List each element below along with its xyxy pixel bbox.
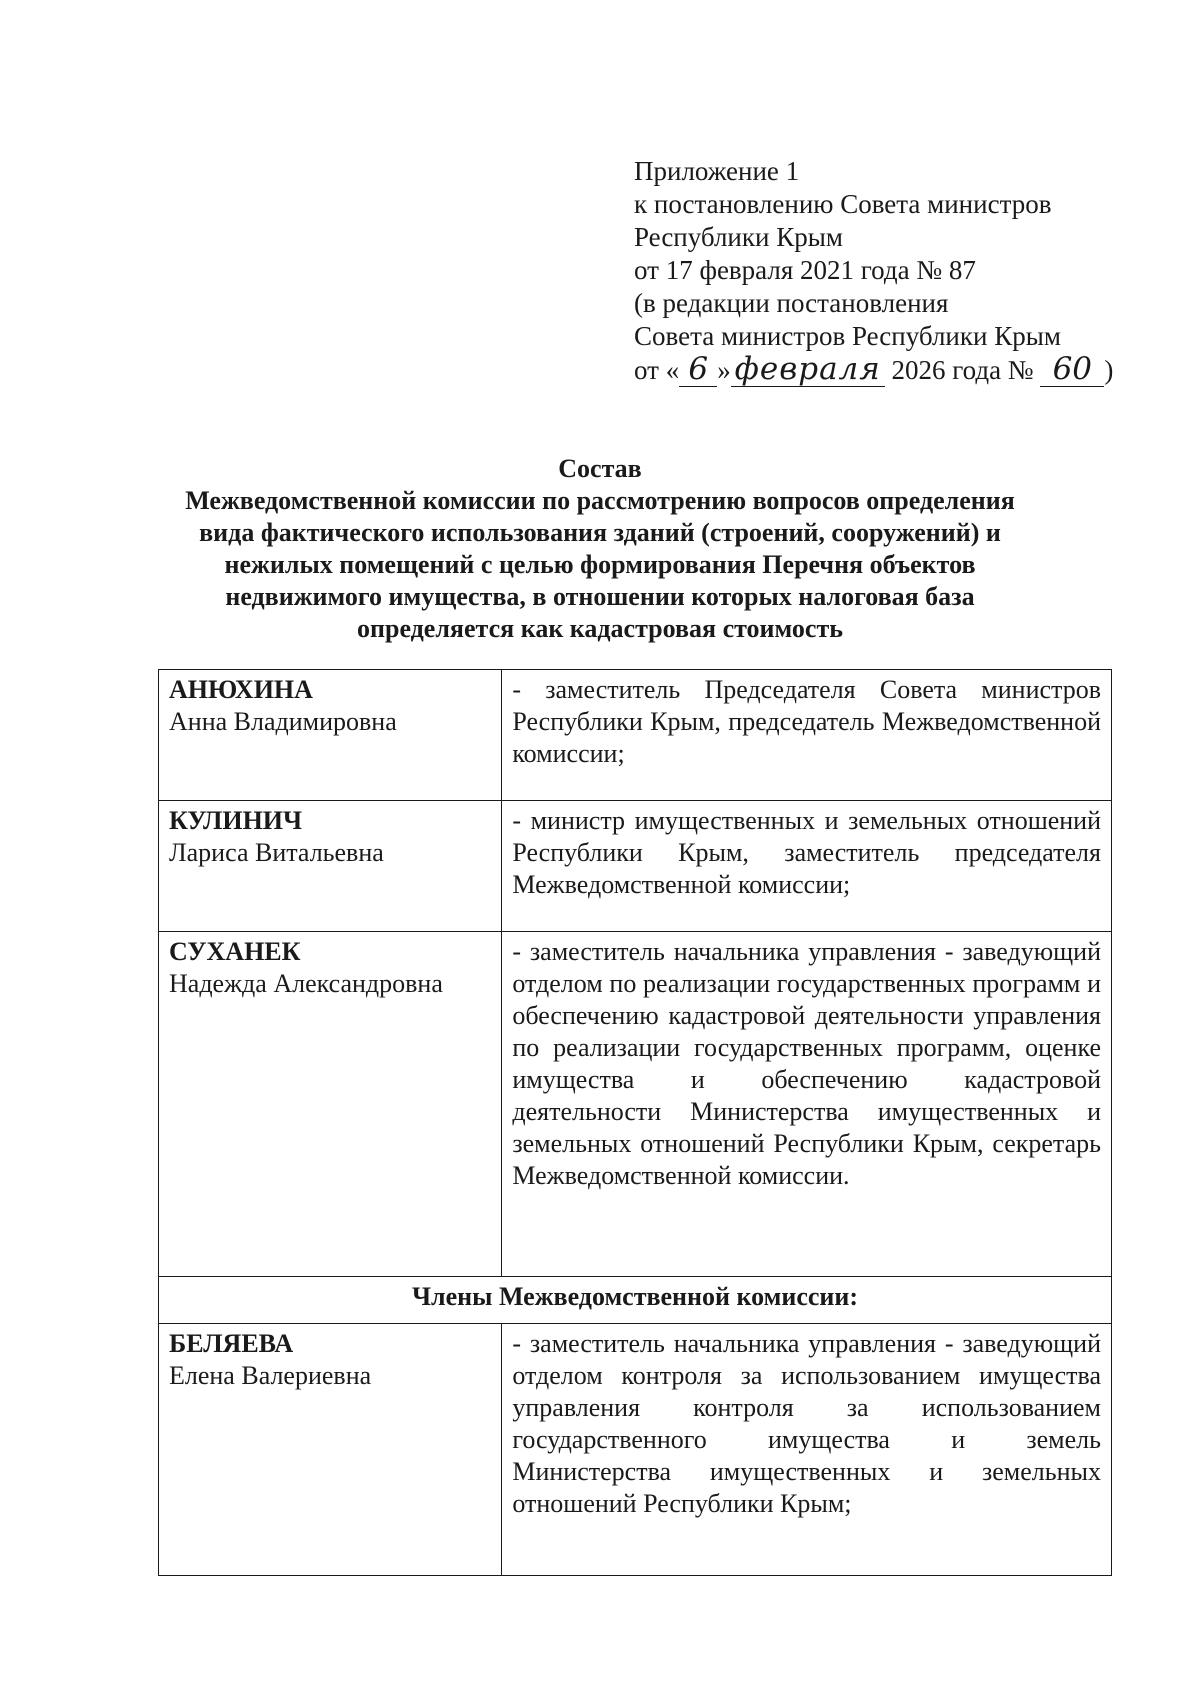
handwritten-decree-number: 60 [1040, 353, 1104, 387]
table-row [159, 670, 1112, 801]
title-line: Межведомственной комиссии по рассмотрению вопросов определения [185, 486, 1015, 515]
name-cell [159, 932, 502, 1277]
appendix-line: Совета министров Республики Крым [634, 321, 1061, 351]
section-heading-row [159, 1277, 1112, 1324]
date-year-text: 2026 года № [891, 355, 1034, 385]
date-close: ) [1104, 355, 1114, 385]
member-surname: КУЛИНИЧ [169, 806, 303, 835]
table-row [159, 801, 1112, 932]
title-line: определяется как кадастровая стоимость [357, 614, 843, 643]
title-line: Состав [558, 454, 642, 483]
appendix-header [634, 155, 1114, 387]
appendix-line: Приложение 1 [634, 156, 800, 186]
member-given-names: Анна Владимировна [169, 707, 397, 736]
appendix-line: Республики Крым [634, 222, 843, 252]
appendix-line: к постановлению Совета министров [634, 189, 1052, 219]
table-row [159, 1324, 1112, 1576]
handwritten-month: февраля [731, 353, 885, 387]
role-cell: - заместитель Председателя Совета министров Республики Крым, председатель Межведомственной комиссии; [502, 670, 1112, 801]
member-given-names: Елена Валериевна [169, 1361, 372, 1390]
commission-table [158, 669, 1112, 1576]
date-quote: » [717, 355, 731, 385]
member-surname: БЕЛЯЕВА [169, 1329, 294, 1358]
name-cell [159, 801, 502, 932]
decree-date-line [634, 353, 1114, 387]
name-cell [159, 1324, 502, 1576]
title-line: недвижимого имущества, в отношении которых налоговая база [225, 582, 975, 611]
member-given-names: Лариса Витальевна [169, 838, 384, 867]
date-prefix: от « [634, 355, 680, 385]
document-title [130, 453, 1070, 645]
appendix-line: (в редакции постановления [634, 288, 949, 318]
appendix-line: от 17 февраля 2021 года № 87 [634, 255, 976, 285]
member-surname: СУХАНЕК [169, 937, 301, 966]
role-cell: - министр имущественных и земельных отношений Республики Крым, заместитель председателя Межведомственной комиссии; [502, 801, 1112, 932]
role-cell: - заместитель начальника управления - заведующий отделом контроля за использованием имущества управления контроля за использованием государственного имущества и земель Министерства имущественных и земельных отношений Республики Крым; [502, 1324, 1112, 1576]
table-row [159, 932, 1112, 1277]
handwritten-day: 6 [679, 353, 717, 387]
title-line: вида фактического использования зданий (строений, сооружений) и [199, 518, 1001, 547]
member-surname: АНЮХИНА [169, 675, 313, 704]
role-cell: - заместитель начальника управления - заведующий отделом по реализации государственных программ и обеспечению кадастровой деятельности управления по реализации государственных программ, оценке имущества и обеспечению кадастровой деятельности Министерства имущественных и земельных отношений Республики Крым, секретарь Межведомственной комиссии. [502, 932, 1112, 1277]
member-given-names: Надежда Александровна [169, 969, 443, 998]
section-heading: Члены Межведомственной комиссии: [159, 1277, 1112, 1324]
name-cell [159, 670, 502, 801]
title-line: нежилых помещений с целью формирования Перечня объектов [224, 550, 976, 579]
